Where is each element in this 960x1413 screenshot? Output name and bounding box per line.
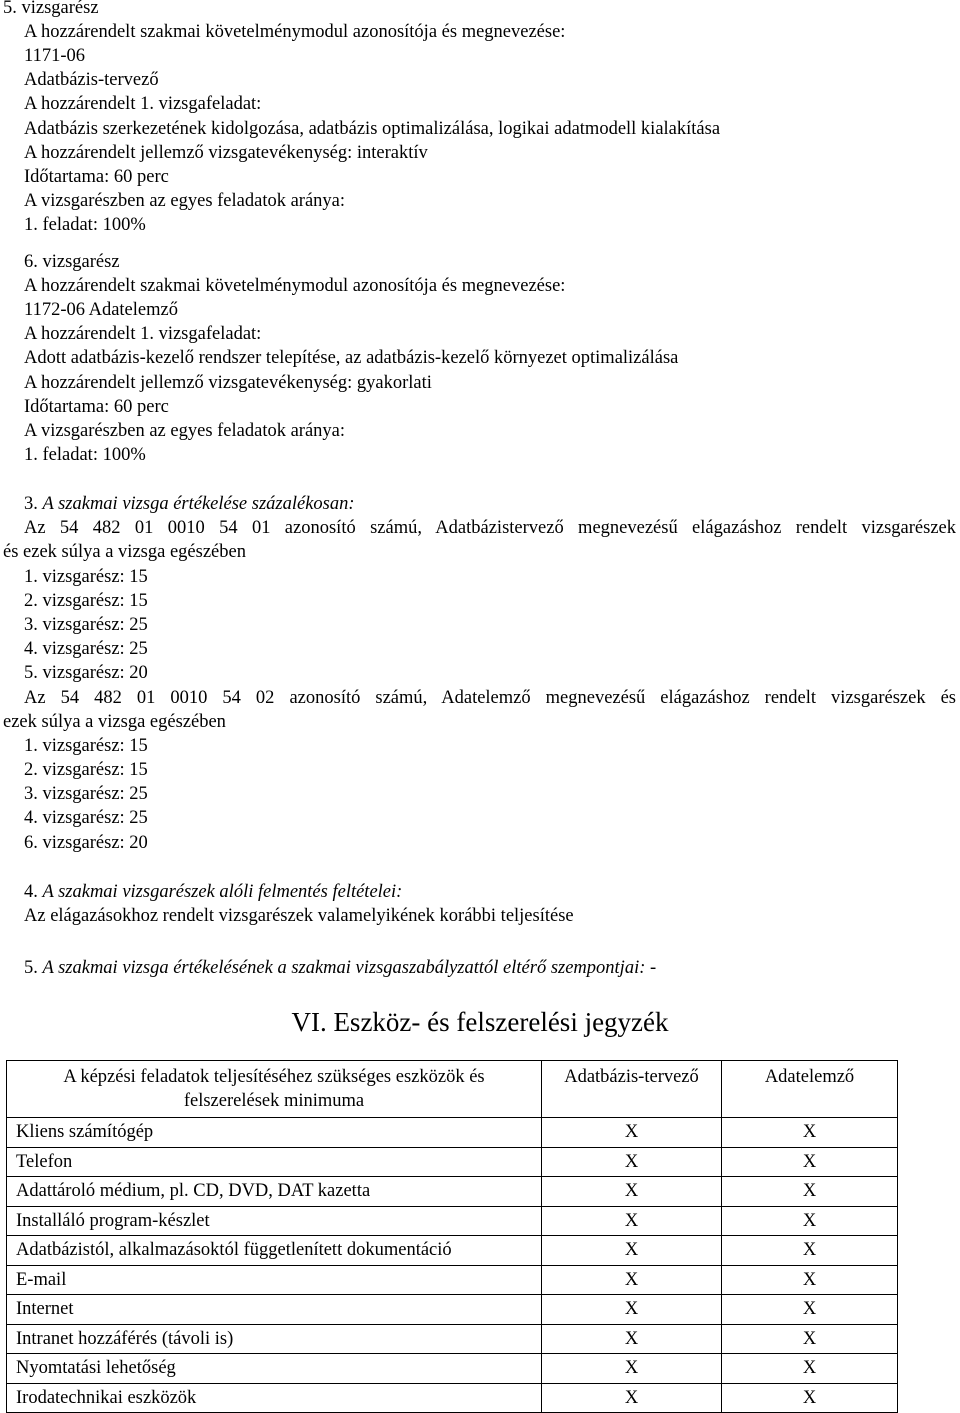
section5-task-text: Adatbázis szerkezetének kidolgozása, adatbázis optimalizálása, logikai adatmodell kialakítása [24,119,721,139]
table-row [7,1236,898,1266]
section5-ratio-value: 1. feladat: 100% [24,215,146,235]
section5-module-name: Adatbázis-tervező [24,70,159,90]
row-name: Irodatechnikai eszközök [7,1383,542,1413]
eval-p1-line1: Az 54 482 01 0010 54 01 azonosító számú, Adatbázistervező megnevezésű elágazáshoz rendelt vizsgarészek [24,518,956,538]
row-name: Telefon [7,1147,542,1177]
row-mark-a: X [542,1147,722,1177]
header-adatelemzo: Adatelemző [722,1061,898,1118]
row-name: E-mail [7,1265,542,1295]
eval-p2-line1: Az 54 482 01 0010 54 02 azonosító számú, Adatelemző megnevezésű elágazáshoz rendelt vizsgarészek és [24,688,956,708]
deviation-heading-number: 5. [24,958,38,978]
row-name: Nyomtatási lehetőség [7,1354,542,1384]
deviation-heading [24,956,656,980]
table-row [7,1177,898,1207]
eval-heading-number: 3. [24,494,38,514]
row-name: Adattároló médium, pl. CD, DVD, DAT kazetta [7,1177,542,1207]
row-mark-a: X [542,1118,722,1148]
section5-duration: Időtartama: 60 perc [24,167,169,187]
eval-list2-item: 3. vizsgarész: 25 [24,784,148,804]
eval-p1-line2: és ezek súlya a vizsga egészében [3,542,246,562]
table-row [7,1383,898,1413]
exemption-heading [24,880,402,904]
table-header-row [7,1061,898,1118]
row-mark-a: X [542,1177,722,1207]
section5-ratio-label: A vizsgarészben az egyes feladatok aránya: [24,191,346,211]
eval-list1-item: 3. vizsgarész: 25 [24,615,148,635]
header-equipment-line1: A képzési feladatok teljesítéséhez szükséges eszközök és [63,1067,485,1087]
section6-task-text: Adott adatbázis-kezelő rendszer telepítése, az adatbázis-kezelő környezet optimalizálása [24,348,679,368]
table-row [7,1147,898,1177]
row-mark-a: X [542,1236,722,1266]
section5-title: 5. vizsgarész [3,0,99,18]
table-row [7,1265,898,1295]
row-name: Internet [7,1295,542,1325]
section6-ratio-value: 1. feladat: 100% [24,445,146,465]
section6-module-name: 1172-06 Adatelemző [24,300,178,320]
section5-module-label: A hozzárendelt szakmai követelménymodul azonosítója és megnevezése: [24,22,566,42]
row-mark-b: X [722,1147,898,1177]
row-mark-b: X [722,1295,898,1325]
row-mark-a: X [542,1383,722,1413]
section5-activity: A hozzárendelt jellemző vizsgatevékenység: interaktív [24,143,428,163]
eval-list2-item: 4. vizsgarész: 25 [24,808,148,828]
row-name: Adatbázistól, alkalmazásoktól függetlenített dokumentáció [7,1236,542,1266]
row-mark-a: X [542,1324,722,1354]
section6-task-label: A hozzárendelt 1. vizsgafeladat: [24,324,262,344]
chapter-title: VI. Eszköz- és felszerelési jegyzék [291,1007,669,1037]
section5-module-code: 1171-06 [24,46,85,66]
row-name: Kliens számítógép [7,1118,542,1148]
row-mark-b: X [722,1177,898,1207]
section6-title: 6. vizsgarész [24,252,120,272]
section6-ratio-label: A vizsgarészben az egyes feladatok aránya: [24,421,346,441]
exemption-text: Az elágazásokhoz rendelt vizsgarészek valamelyikének korábbi teljesítése [24,906,574,926]
row-mark-b: X [722,1324,898,1354]
table-row [7,1118,898,1148]
section6-module-label: A hozzárendelt szakmai követelménymodul azonosítója és megnevezése: [24,276,566,296]
row-name: Installáló program-készlet [7,1206,542,1236]
equipment-table [6,1060,898,1413]
eval-list1-item: 5. vizsgarész: 20 [24,663,148,683]
eval-list1-item: 4. vizsgarész: 25 [24,639,148,659]
eval-list2-item: 1. vizsgarész: 15 [24,736,148,756]
exemption-heading-number: 4. [24,882,38,902]
row-mark-a: X [542,1206,722,1236]
header-equipment [7,1061,542,1118]
eval-list2-item: 6. vizsgarész: 20 [24,833,148,853]
section6-activity: A hozzárendelt jellemző vizsgatevékenység: gyakorlati [24,373,432,393]
deviation-heading-text: A szakmai vizsga értékelésének a szakmai vizsgaszabályzattól eltérő szempontjai: - [42,958,657,978]
table-row [7,1354,898,1384]
row-mark-a: X [542,1295,722,1325]
row-mark-b: X [722,1118,898,1148]
row-mark-b: X [722,1354,898,1384]
exemption-heading-text: A szakmai vizsgarészek alóli felmentés feltételei: [42,882,403,902]
section5-task-label: A hozzárendelt 1. vizsgafeladat: [24,94,262,114]
header-equipment-line2: felszerelések minimuma [183,1091,365,1111]
eval-list1-item: 2. vizsgarész: 15 [24,591,148,611]
table-row [7,1295,898,1325]
row-mark-a: X [542,1265,722,1295]
table-row [7,1324,898,1354]
section6-duration: Időtartama: 60 perc [24,397,169,417]
eval-heading [24,492,355,516]
header-adatbazis-tervezo: Adatbázis-tervező [542,1061,722,1118]
eval-p2-line2: ezek súlya a vizsga egészében [3,712,226,732]
eval-heading-text: A szakmai vizsga értékelése százalékosan: [42,494,355,514]
row-mark-b: X [722,1265,898,1295]
row-mark-b: X [722,1383,898,1413]
eval-list2-item: 2. vizsgarész: 15 [24,760,148,780]
row-mark-b: X [722,1236,898,1266]
row-mark-b: X [722,1206,898,1236]
row-mark-a: X [542,1354,722,1384]
table-row [7,1206,898,1236]
eval-list1-item: 1. vizsgarész: 15 [24,567,148,587]
row-name: Intranet hozzáférés (távoli is) [7,1324,542,1354]
